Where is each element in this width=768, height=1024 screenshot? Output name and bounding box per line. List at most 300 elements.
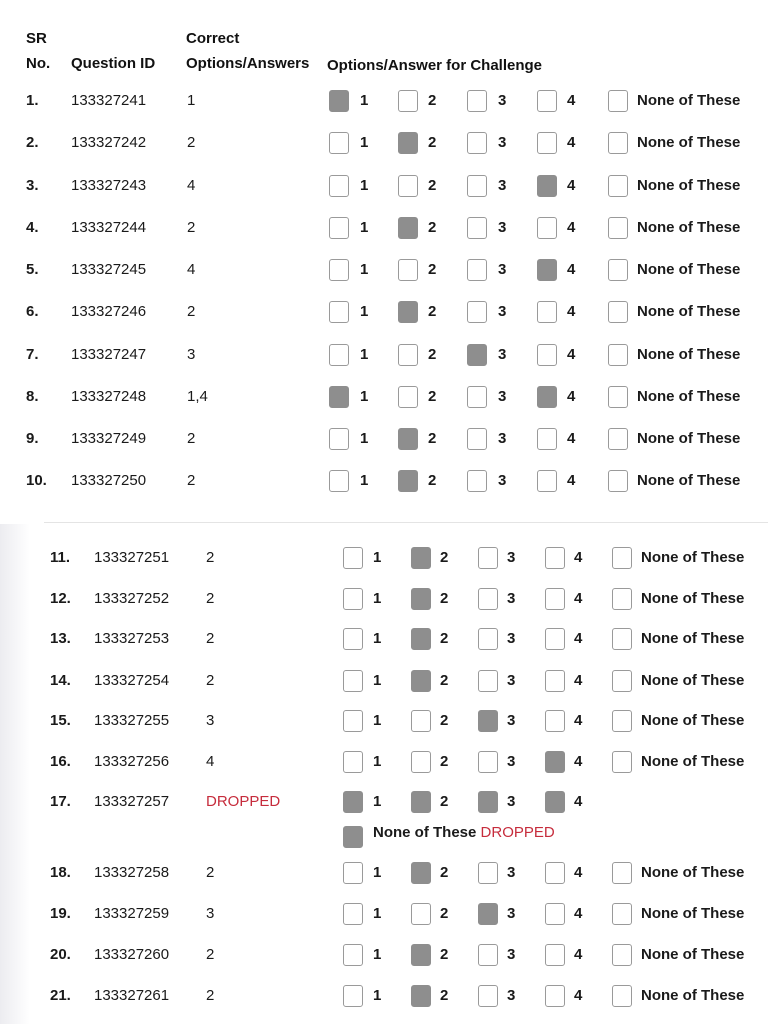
option-4-label: 4 <box>574 905 583 922</box>
correct-answer: 3 <box>187 346 196 363</box>
question-id: 133327253 <box>94 630 170 647</box>
none-of-these-checkbox[interactable] <box>608 90 628 112</box>
none-of-these-dropped-line <box>373 818 555 848</box>
none-of-these-label: None of These <box>641 946 745 963</box>
option-1-label: 1 <box>373 590 382 607</box>
option-2-label: 2 <box>440 905 449 922</box>
option-3-checkbox[interactable] <box>478 670 498 692</box>
question-id: 133327257 <box>94 793 170 810</box>
none-of-these-label: None of These <box>641 672 745 689</box>
none-of-these-checkbox[interactable] <box>343 826 363 848</box>
option-3-checkbox[interactable] <box>467 301 487 323</box>
sr-number: 3. <box>26 177 39 194</box>
option-1-label: 1 <box>360 177 369 194</box>
question-id: 133327243 <box>71 177 147 194</box>
header-correct-line1: Correct <box>186 30 240 47</box>
sr-number: 20. <box>50 946 71 963</box>
table-row <box>0 899 768 929</box>
option-3-checkbox[interactable] <box>467 344 487 366</box>
option-1-checkbox[interactable] <box>329 90 349 112</box>
option-4-checkbox[interactable] <box>545 985 565 1007</box>
option-2-label: 2 <box>428 430 437 447</box>
option-2-label: 2 <box>440 864 449 881</box>
table-row <box>0 747 768 777</box>
option-2-checkbox[interactable] <box>411 791 431 813</box>
option-2-checkbox[interactable] <box>411 751 431 773</box>
option-4-checkbox[interactable] <box>537 217 557 239</box>
option-4-checkbox[interactable] <box>537 132 557 154</box>
table-row <box>0 213 768 243</box>
option-4-label: 4 <box>574 987 583 1004</box>
none-of-these-label: None of These <box>641 630 745 647</box>
option-2-label: 2 <box>428 388 437 405</box>
option-4-label: 4 <box>567 92 576 109</box>
sr-number: 8. <box>26 388 39 405</box>
option-4-label: 4 <box>567 177 576 194</box>
option-4-checkbox[interactable] <box>537 90 557 112</box>
correct-answer: 4 <box>187 261 196 278</box>
correct-answer: 3 <box>206 712 215 729</box>
header-question-id: Question ID <box>71 55 156 72</box>
sr-number: 4. <box>26 219 39 236</box>
option-2-checkbox[interactable] <box>411 588 431 610</box>
option-2-label: 2 <box>428 219 437 236</box>
option-3-checkbox[interactable] <box>478 791 498 813</box>
correct-answer: 2 <box>187 303 196 320</box>
option-1-checkbox[interactable] <box>343 985 363 1007</box>
correct-answer: 2 <box>187 472 196 489</box>
option-1-label: 1 <box>373 630 382 647</box>
section-divider <box>44 522 768 523</box>
option-3-label: 3 <box>498 388 507 405</box>
sr-number: 14. <box>50 672 71 689</box>
option-4-label: 4 <box>574 712 583 729</box>
correct-answer: 2 <box>206 946 215 963</box>
none-of-these-checkbox[interactable] <box>612 862 632 884</box>
question-id: 133327260 <box>94 946 170 963</box>
option-3-label: 3 <box>498 134 507 151</box>
correct-answer: 2 <box>206 672 215 689</box>
option-4-checkbox[interactable] <box>545 710 565 732</box>
question-id: 133327258 <box>94 864 170 881</box>
sr-number: 19. <box>50 905 71 922</box>
option-1-label: 1 <box>360 134 369 151</box>
option-2-checkbox[interactable] <box>398 386 418 408</box>
correct-answer: 1,4 <box>187 388 208 405</box>
none-of-these-label: None of These <box>641 712 745 729</box>
option-1-label: 1 <box>360 92 369 109</box>
question-id: 133327256 <box>94 753 170 770</box>
option-3-checkbox[interactable] <box>478 862 498 884</box>
table-row <box>0 466 768 496</box>
option-4-label: 4 <box>574 590 583 607</box>
header-sr-line1: SR <box>26 30 47 47</box>
none-of-these-label: None of These <box>637 219 741 236</box>
sr-number: 9. <box>26 430 39 447</box>
question-id: 133327251 <box>94 549 170 566</box>
question-id: 133327254 <box>94 672 170 689</box>
none-of-these-checkbox[interactable] <box>612 547 632 569</box>
option-2-label: 2 <box>440 793 449 810</box>
none-of-these-checkbox[interactable] <box>608 470 628 492</box>
table-row <box>0 584 768 614</box>
sr-number: 21. <box>50 987 71 1004</box>
none-of-these-label: None of These <box>637 472 741 489</box>
question-id: 133327252 <box>94 590 170 607</box>
option-3-label: 3 <box>507 672 516 689</box>
option-4-checkbox[interactable] <box>545 903 565 925</box>
option-2-checkbox[interactable] <box>398 132 418 154</box>
none-of-these-label: None of These <box>641 549 745 566</box>
option-3-label: 3 <box>507 864 516 881</box>
option-3-checkbox[interactable] <box>467 428 487 450</box>
table-row <box>0 297 768 327</box>
none-of-these-checkbox[interactable] <box>608 175 628 197</box>
option-3-label: 3 <box>507 549 516 566</box>
option-3-checkbox[interactable] <box>478 547 498 569</box>
question-id: 133327248 <box>71 388 147 405</box>
sr-number: 5. <box>26 261 39 278</box>
option-3-checkbox[interactable] <box>467 386 487 408</box>
option-4-checkbox[interactable] <box>545 547 565 569</box>
option-2-label: 2 <box>440 753 449 770</box>
option-1-checkbox[interactable] <box>329 428 349 450</box>
option-4-checkbox[interactable] <box>545 944 565 966</box>
option-3-label: 3 <box>498 177 507 194</box>
option-4-checkbox[interactable] <box>537 175 557 197</box>
option-3-checkbox[interactable] <box>467 217 487 239</box>
option-3-label: 3 <box>507 905 516 922</box>
option-3-checkbox[interactable] <box>478 628 498 650</box>
option-3-checkbox[interactable] <box>467 470 487 492</box>
option-1-checkbox[interactable] <box>343 903 363 925</box>
option-2-label: 2 <box>428 92 437 109</box>
option-1-checkbox[interactable] <box>329 175 349 197</box>
option-4-checkbox[interactable] <box>537 386 557 408</box>
none-of-these-checkbox[interactable] <box>612 710 632 732</box>
table-row <box>0 424 768 454</box>
option-2-checkbox[interactable] <box>398 175 418 197</box>
option-3-checkbox[interactable] <box>467 175 487 197</box>
option-2-checkbox[interactable] <box>411 670 431 692</box>
option-3-label: 3 <box>507 712 516 729</box>
none-of-these-label: None of These <box>637 388 741 405</box>
option-2-checkbox[interactable] <box>411 862 431 884</box>
correct-answer: 2 <box>206 987 215 1004</box>
option-2-label: 2 <box>428 134 437 151</box>
option-4-checkbox[interactable] <box>537 428 557 450</box>
option-1-label: 1 <box>373 793 382 810</box>
question-id: 133327250 <box>71 472 147 489</box>
option-1-checkbox[interactable] <box>329 259 349 281</box>
option-1-checkbox[interactable] <box>329 470 349 492</box>
option-4-label: 4 <box>567 346 576 363</box>
none-of-these-checkbox[interactable] <box>608 386 628 408</box>
option-2-label: 2 <box>428 303 437 320</box>
question-id: 133327244 <box>71 219 147 236</box>
option-4-label: 4 <box>574 672 583 689</box>
option-2-label: 2 <box>440 549 449 566</box>
option-2-label: 2 <box>440 946 449 963</box>
option-3-checkbox[interactable] <box>478 710 498 732</box>
question-id: 133327241 <box>71 92 147 109</box>
option-2-label: 2 <box>440 712 449 729</box>
option-1-label: 1 <box>373 946 382 963</box>
none-of-these-checkbox[interactable] <box>608 428 628 450</box>
table-row <box>0 128 768 158</box>
option-4-checkbox[interactable] <box>537 301 557 323</box>
sr-number: 13. <box>50 630 71 647</box>
correct-answer: DROPPED <box>206 793 281 810</box>
none-of-these-label: None of These <box>373 824 477 841</box>
table-row <box>0 981 768 1011</box>
option-4-label: 4 <box>567 303 576 320</box>
table-row <box>0 340 768 370</box>
option-2-checkbox[interactable] <box>411 710 431 732</box>
option-2-checkbox[interactable] <box>398 217 418 239</box>
none-of-these-checkbox[interactable] <box>612 903 632 925</box>
option-3-checkbox[interactable] <box>467 132 487 154</box>
option-3-label: 3 <box>498 219 507 236</box>
question-id: 133327261 <box>94 987 170 1004</box>
option-2-checkbox[interactable] <box>411 628 431 650</box>
option-4-checkbox[interactable] <box>545 670 565 692</box>
option-4-checkbox[interactable] <box>545 791 565 813</box>
correct-answer: 3 <box>206 905 215 922</box>
option-1-label: 1 <box>373 864 382 881</box>
option-4-label: 4 <box>567 261 576 278</box>
table-row <box>0 624 768 654</box>
none-of-these-label: None of These <box>637 430 741 447</box>
option-2-checkbox[interactable] <box>398 470 418 492</box>
none-of-these-checkbox[interactable] <box>612 670 632 692</box>
sr-number: 1. <box>26 92 39 109</box>
none-of-these-checkbox[interactable] <box>612 628 632 650</box>
none-of-these-checkbox[interactable] <box>608 259 628 281</box>
none-of-these-checkbox[interactable] <box>612 588 632 610</box>
none-of-these-label: None of These <box>637 177 741 194</box>
none-of-these-label: None of These <box>641 905 745 922</box>
correct-answer: 1 <box>187 92 196 109</box>
option-2-checkbox[interactable] <box>398 428 418 450</box>
option-4-checkbox[interactable] <box>545 862 565 884</box>
option-3-label: 3 <box>507 946 516 963</box>
table-row <box>0 706 768 736</box>
table-row <box>0 382 768 412</box>
option-3-checkbox[interactable] <box>478 985 498 1007</box>
option-1-label: 1 <box>373 987 382 1004</box>
option-3-label: 3 <box>498 261 507 278</box>
option-1-label: 1 <box>360 303 369 320</box>
option-4-label: 4 <box>574 864 583 881</box>
option-3-checkbox[interactable] <box>467 259 487 281</box>
option-3-label: 3 <box>498 430 507 447</box>
none-of-these-checkbox[interactable] <box>612 751 632 773</box>
sr-number: 11. <box>50 549 71 566</box>
none-of-these-label: None of These <box>637 346 741 363</box>
sr-number: 7. <box>26 346 39 363</box>
option-2-checkbox[interactable] <box>398 259 418 281</box>
option-1-checkbox[interactable] <box>329 217 349 239</box>
option-1-checkbox[interactable] <box>343 751 363 773</box>
option-1-checkbox[interactable] <box>343 862 363 884</box>
option-3-label: 3 <box>507 630 516 647</box>
question-id: 133327259 <box>94 905 170 922</box>
option-2-label: 2 <box>428 472 437 489</box>
question-id: 133327245 <box>71 261 147 278</box>
sr-number: 6. <box>26 303 39 320</box>
option-4-label: 4 <box>567 134 576 151</box>
option-1-label: 1 <box>360 261 369 278</box>
option-3-checkbox[interactable] <box>467 90 487 112</box>
option-4-checkbox[interactable] <box>537 259 557 281</box>
option-1-checkbox[interactable] <box>329 386 349 408</box>
option-1-checkbox[interactable] <box>343 628 363 650</box>
option-3-label: 3 <box>498 303 507 320</box>
option-4-label: 4 <box>567 472 576 489</box>
option-2-label: 2 <box>440 590 449 607</box>
option-4-label: 4 <box>567 430 576 447</box>
none-of-these-checkbox[interactable] <box>608 132 628 154</box>
option-2-checkbox[interactable] <box>411 985 431 1007</box>
none-of-these-checkbox[interactable] <box>612 985 632 1007</box>
option-4-checkbox[interactable] <box>545 588 565 610</box>
option-4-label: 4 <box>574 753 583 770</box>
option-2-label: 2 <box>428 177 437 194</box>
correct-answer: 2 <box>206 590 215 607</box>
question-id: 133327249 <box>71 430 147 447</box>
option-3-checkbox[interactable] <box>478 588 498 610</box>
table-row <box>0 666 768 696</box>
option-2-checkbox[interactable] <box>398 90 418 112</box>
sr-number: 2. <box>26 134 39 151</box>
none-of-these-checkbox[interactable] <box>608 217 628 239</box>
table-row <box>0 86 768 116</box>
none-of-these-checkbox[interactable] <box>612 944 632 966</box>
option-4-checkbox[interactable] <box>537 470 557 492</box>
option-1-label: 1 <box>360 430 369 447</box>
option-2-checkbox[interactable] <box>411 547 431 569</box>
option-3-label: 3 <box>507 590 516 607</box>
option-1-label: 1 <box>360 472 369 489</box>
table-row <box>0 171 768 201</box>
option-4-label: 4 <box>574 946 583 963</box>
dropped-tag: DROPPED <box>480 824 555 841</box>
option-3-label: 3 <box>498 92 507 109</box>
option-2-label: 2 <box>440 672 449 689</box>
option-4-label: 4 <box>574 793 583 810</box>
question-id: 133327242 <box>71 134 147 151</box>
option-3-label: 3 <box>507 753 516 770</box>
option-2-label: 2 <box>440 630 449 647</box>
option-1-checkbox[interactable] <box>329 301 349 323</box>
option-2-checkbox[interactable] <box>398 344 418 366</box>
option-4-checkbox[interactable] <box>545 628 565 650</box>
header-sr-line2: No. <box>26 55 51 72</box>
option-3-checkbox[interactable] <box>478 944 498 966</box>
option-1-checkbox[interactable] <box>343 547 363 569</box>
option-1-checkbox[interactable] <box>343 944 363 966</box>
question-id: 133327247 <box>71 346 147 363</box>
none-of-these-label: None of These <box>637 92 741 109</box>
option-1-label: 1 <box>360 219 369 236</box>
option-2-checkbox[interactable] <box>411 944 431 966</box>
none-of-these-checkbox[interactable] <box>608 344 628 366</box>
option-2-label: 2 <box>428 261 437 278</box>
option-1-label: 1 <box>373 905 382 922</box>
option-1-checkbox[interactable] <box>343 710 363 732</box>
none-of-these-label: None of These <box>641 590 745 607</box>
option-1-label: 1 <box>360 388 369 405</box>
option-1-checkbox[interactable] <box>329 344 349 366</box>
option-4-checkbox[interactable] <box>545 751 565 773</box>
none-of-these-label: None of These <box>641 864 745 881</box>
option-1-label: 1 <box>373 549 382 566</box>
option-1-checkbox[interactable] <box>343 588 363 610</box>
correct-answer: 4 <box>206 753 215 770</box>
none-of-these-label: None of These <box>637 134 741 151</box>
correct-answer: 2 <box>187 430 196 447</box>
option-3-label: 3 <box>498 472 507 489</box>
correct-answer: 2 <box>206 549 215 566</box>
sr-number: 17. <box>50 793 71 810</box>
header-challenge: Options/Answer for Challenge <box>327 57 543 74</box>
option-4-label: 4 <box>567 219 576 236</box>
option-2-checkbox[interactable] <box>398 301 418 323</box>
table-row <box>0 255 768 285</box>
table-row <box>0 787 768 817</box>
correct-answer: 2 <box>206 864 215 881</box>
sr-number: 15. <box>50 712 71 729</box>
question-id: 133327255 <box>94 712 170 729</box>
option-2-checkbox[interactable] <box>411 903 431 925</box>
none-of-these-label: None of These <box>637 261 741 278</box>
sr-number: 18. <box>50 864 71 881</box>
option-1-checkbox[interactable] <box>343 670 363 692</box>
correct-answer: 4 <box>187 177 196 194</box>
option-4-label: 4 <box>574 549 583 566</box>
correct-answer: 2 <box>187 134 196 151</box>
option-1-label: 1 <box>360 346 369 363</box>
correct-answer: 2 <box>187 219 196 236</box>
option-3-checkbox[interactable] <box>478 903 498 925</box>
sr-number: 12. <box>50 590 71 607</box>
option-2-label: 2 <box>428 346 437 363</box>
option-1-checkbox[interactable] <box>343 791 363 813</box>
option-4-label: 4 <box>567 388 576 405</box>
option-4-checkbox[interactable] <box>537 344 557 366</box>
none-of-these-label: None of These <box>641 987 745 1004</box>
sr-number: 16. <box>50 753 71 770</box>
table-row <box>0 940 768 970</box>
option-3-label: 3 <box>498 346 507 363</box>
option-4-label: 4 <box>574 630 583 647</box>
question-id: 133327246 <box>71 303 147 320</box>
none-of-these-label: None of These <box>637 303 741 320</box>
none-of-these-checkbox[interactable] <box>608 301 628 323</box>
option-3-label: 3 <box>507 987 516 1004</box>
option-1-label: 1 <box>373 753 382 770</box>
option-2-label: 2 <box>440 987 449 1004</box>
table-row <box>0 543 768 573</box>
option-3-checkbox[interactable] <box>478 751 498 773</box>
none-of-these-label: None of These <box>641 753 745 770</box>
option-3-label: 3 <box>507 793 516 810</box>
option-1-label: 1 <box>373 712 382 729</box>
option-1-checkbox[interactable] <box>329 132 349 154</box>
option-1-label: 1 <box>373 672 382 689</box>
sr-number: 10. <box>26 472 47 489</box>
